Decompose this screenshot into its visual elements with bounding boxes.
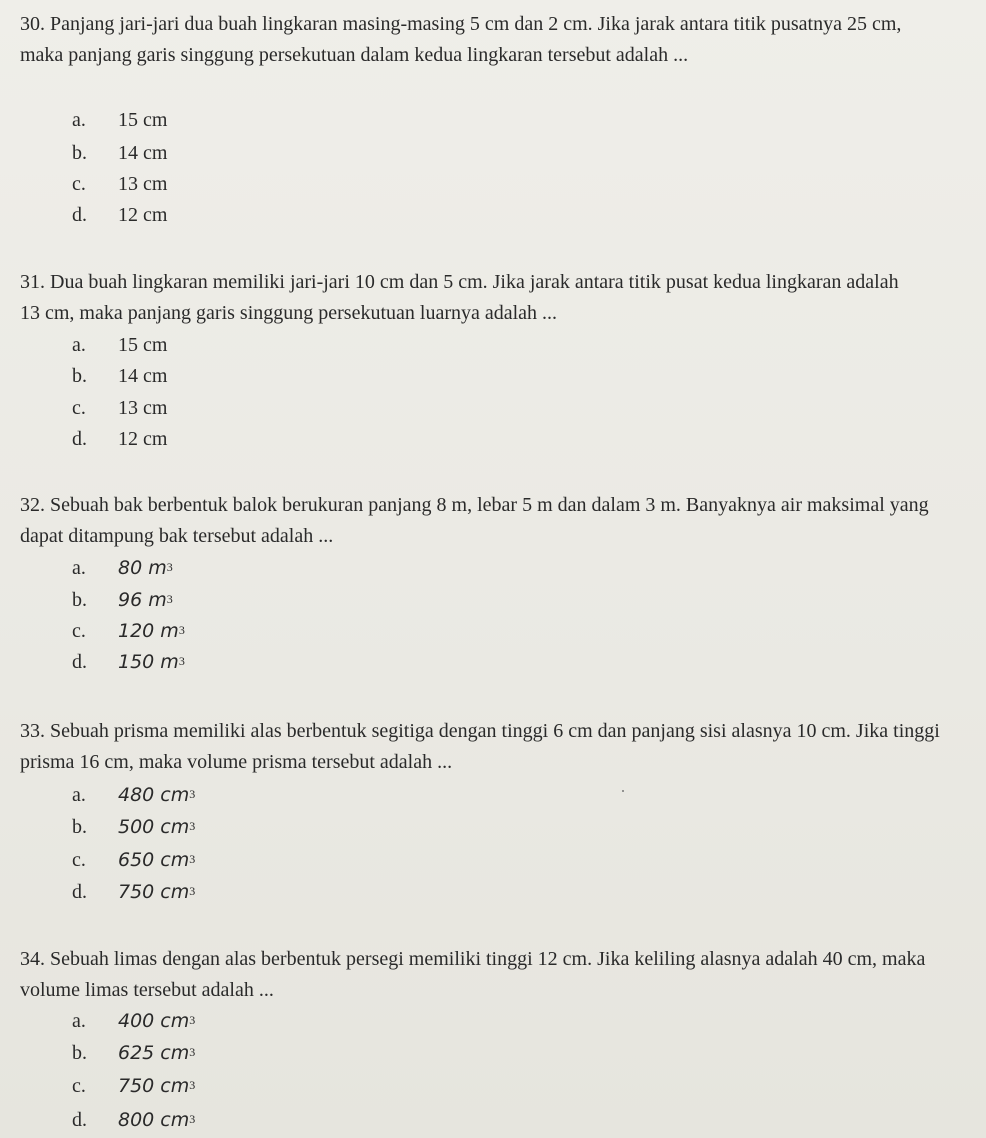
question-number: 30. <box>20 13 45 35</box>
option-letter: c. <box>72 849 86 871</box>
option-value: 800 cm <box>118 1109 190 1131</box>
option-letter: c. <box>72 620 86 642</box>
option-value: 150 m <box>118 651 179 673</box>
option-letter: d. <box>72 881 87 903</box>
option-value: 13 cm <box>118 397 168 419</box>
option-value: 750 cm <box>118 881 190 903</box>
option-b <box>72 141 167 165</box>
option-value: 12 cm <box>118 204 168 226</box>
question-number: 32. <box>20 494 45 516</box>
option-exponent: 3 <box>166 592 173 606</box>
question-text <box>20 716 970 778</box>
option-d <box>72 427 167 451</box>
option-letter: b. <box>72 1042 87 1064</box>
option-letter: d. <box>72 651 87 673</box>
option-d <box>72 650 185 676</box>
question-body: Dua buah lingkaran memiliki jari-jari 10 cm dan 5 cm. Jika jarak antara titik pusat kedua lingkaran adalah 13 cm, maka panjang garis singgung persekutuan luarnya adalah ... <box>20 271 899 324</box>
option-exponent: 3 <box>189 787 196 801</box>
option-b <box>72 588 173 614</box>
option-letter: a. <box>72 1010 86 1032</box>
option-exponent: 3 <box>189 1112 196 1126</box>
option-value: 80 m <box>118 557 167 579</box>
option-b <box>72 364 167 388</box>
question-body: Panjang jari-jari dua buah lingkaran masing-masing 5 cm dan 2 cm. Jika jarak antara titik pusatnya 25 cm, maka panjang garis singgung persekutuan dalam kedua lingkaran tersebut adalah ... <box>20 13 902 66</box>
option-letter: a. <box>72 784 86 806</box>
option-letter: d. <box>72 204 87 226</box>
option-exponent: 3 <box>189 884 196 898</box>
option-a <box>72 333 167 357</box>
option-letter: a. <box>72 334 86 356</box>
option-letter: b. <box>72 365 87 387</box>
option-letter: a. <box>72 557 86 579</box>
option-b <box>72 1041 195 1067</box>
question-number: 33. <box>20 720 45 742</box>
option-c <box>72 172 167 196</box>
question-body: Sebuah prisma memiliki alas berbentuk segitiga dengan tinggi 6 cm dan panjang sisi alasnya 10 cm. Jika tinggi prisma 16 cm, maka volume prisma tersebut adalah ... <box>20 720 940 773</box>
option-letter: b. <box>72 589 87 611</box>
option-value: 15 cm <box>118 109 168 131</box>
option-letter: c. <box>72 1075 86 1097</box>
option-exponent: 3 <box>178 654 185 668</box>
question-number: 34. <box>20 948 45 970</box>
option-a <box>72 556 173 582</box>
option-value: 13 cm <box>118 173 168 195</box>
option-d <box>72 203 167 227</box>
option-value: 96 m <box>118 589 167 611</box>
question-body: Sebuah bak berbentuk balok berukuran panjang 8 m, lebar 5 m dan dalam 3 m. Banyaknya air maksimal yang dapat ditampung bak tersebut adalah ... <box>20 494 929 547</box>
option-b <box>72 815 195 841</box>
option-value: 14 cm <box>118 365 168 387</box>
option-exponent: 3 <box>189 1078 196 1092</box>
option-a <box>72 783 195 809</box>
question-number: 31. <box>20 271 45 293</box>
option-letter: a. <box>72 109 86 131</box>
option-letter: d. <box>72 428 87 450</box>
option-value: 12 cm <box>118 428 168 450</box>
option-c <box>72 396 167 420</box>
option-exponent: 3 <box>166 560 173 574</box>
option-exponent: 3 <box>189 819 196 833</box>
option-c <box>72 1074 195 1100</box>
paper-speck <box>622 790 624 792</box>
option-c <box>72 848 195 874</box>
option-value: 400 cm <box>118 1010 190 1032</box>
option-value: 500 cm <box>118 816 190 838</box>
question-text <box>20 9 920 71</box>
option-letter: b. <box>72 142 87 164</box>
option-letter: c. <box>72 173 86 195</box>
question-text <box>20 490 970 552</box>
option-a <box>72 108 167 132</box>
option-a <box>72 1009 195 1035</box>
option-d <box>72 880 195 906</box>
option-value: 625 cm <box>118 1042 190 1064</box>
option-letter: c. <box>72 397 86 419</box>
option-d <box>72 1108 195 1134</box>
question-body: Sebuah limas dengan alas berbentuk persegi memiliki tinggi 12 cm. Jika keliling alasnya adalah 40 cm, maka volume limas tersebut adalah ... <box>20 948 926 1001</box>
option-value: 14 cm <box>118 142 168 164</box>
option-exponent: 3 <box>189 1013 196 1027</box>
question-text <box>20 267 920 329</box>
option-value: 650 cm <box>118 849 190 871</box>
option-value: 750 cm <box>118 1075 190 1097</box>
option-value: 480 cm <box>118 784 190 806</box>
option-value: 15 cm <box>118 334 168 356</box>
option-letter: b. <box>72 816 87 838</box>
question-text <box>20 944 950 1006</box>
option-c <box>72 619 185 645</box>
option-value: 120 m <box>118 620 179 642</box>
option-letter: d. <box>72 1109 87 1131</box>
option-exponent: 3 <box>178 623 185 637</box>
option-exponent: 3 <box>189 1045 196 1059</box>
option-exponent: 3 <box>189 852 196 866</box>
